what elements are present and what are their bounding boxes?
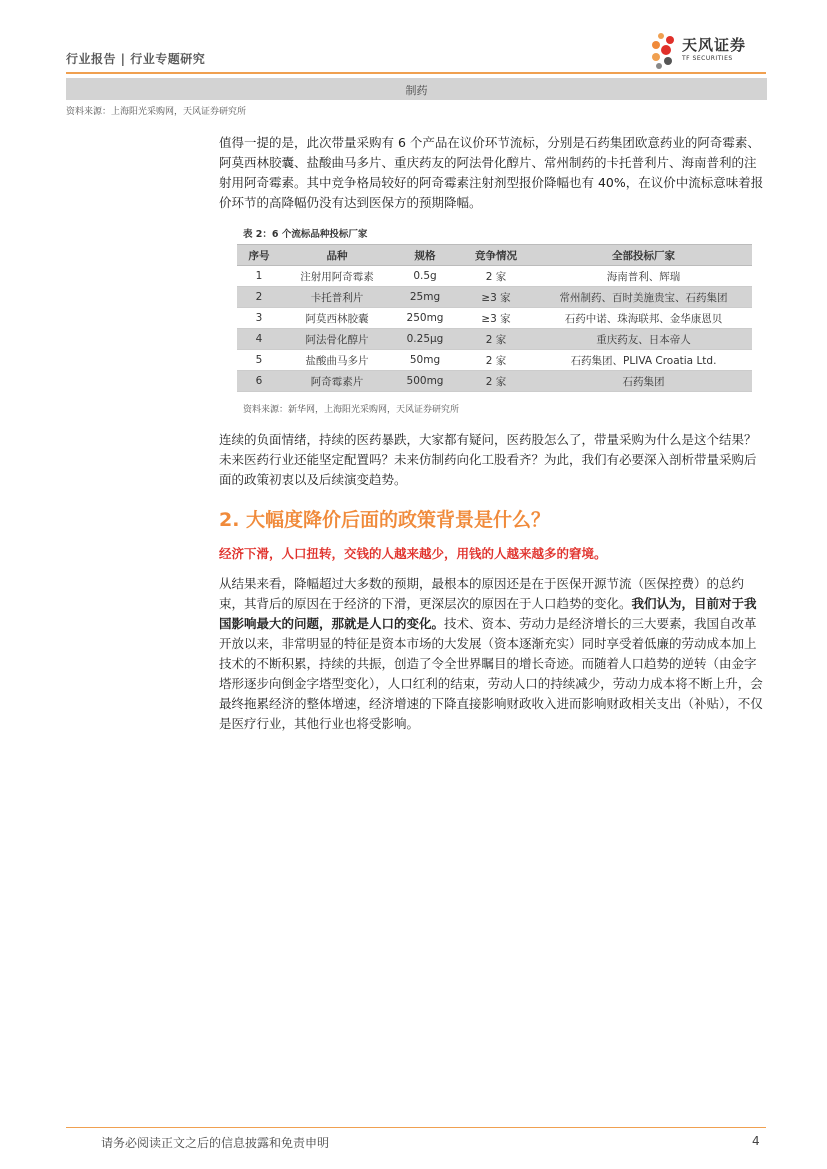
paragraph-1: 值得一提的是，此次带量采购有 6 个产品在议价环节流标，分别是石药集团欧意药业的阿奇霉素、阿莫西林胶囊、盐酸曲马多片、重庆药友的阿法骨化醇片、常州制药的卡托普利片、海南普利的注射用阿奇霉素。其中竞争格局较好的阿奇霉素注射剂型报价降幅也有 40%，在议价中流标意味着报价环节的高降幅仍没有达到医保方的预期降幅。 — [219, 135, 764, 210]
table-header-cell: 规格 — [393, 245, 457, 266]
table-header-cell: 品种 — [281, 245, 393, 266]
highlight-summary: 经济下滑，人口扭转，交钱的人越来越少，用钱的人越来越多的窘境。 — [219, 546, 607, 561]
table-cell: 盐酸曲马多片 — [281, 350, 393, 371]
table-cell: 500mg — [393, 371, 457, 392]
page-number: 4 — [752, 1134, 760, 1148]
table-cell: ≥3 家 — [457, 308, 535, 329]
table-row — [237, 266, 752, 287]
table-cell: 石药集团、PLIVA Croatia Ltd. — [535, 350, 752, 371]
table-cell: 石药集团 — [535, 371, 752, 392]
category-band-label: 制药 — [405, 84, 428, 97]
table-source-note: 资料来源：新华网，上海阳光采购网，天风证券研究所 — [243, 405, 460, 415]
table-cell: 0.5g — [393, 266, 457, 287]
table-row — [237, 371, 752, 392]
table-row — [237, 308, 752, 329]
table-cell: 0.25μg — [393, 329, 457, 350]
footer-divider — [66, 1127, 766, 1128]
table-cell: 阿奇霉素片 — [281, 371, 393, 392]
logo-english-name: TF SECURITIES — [682, 55, 733, 62]
table-cell: 4 — [237, 329, 281, 350]
table-header-cell: 全部投标厂家 — [535, 245, 752, 266]
source-note-top: 资料来源：上海阳光采购网，天风证券研究所 — [66, 107, 247, 117]
table-row — [237, 287, 752, 308]
table-cell: 石药中诺、珠海联邦、金华康恩贝 — [535, 308, 752, 329]
table-cell: 2 家 — [457, 329, 535, 350]
bid-failure-table — [237, 244, 752, 392]
section-heading: 2. 大幅度降价后面的政策背景是什么？ — [219, 509, 551, 531]
paragraph-3-part-1: 从结果来看，降幅超过大多数的预期，最根本的原因还是在于医保开源节流（医保控费）的总约束，其背后的原因在于经济的下滑，更深层次的原因在于人口趋势的变化。 — [219, 576, 745, 611]
table-title: 表 2：6 个流标品种投标厂家 — [243, 229, 368, 240]
table-cell: 海南普利、辉瑞 — [535, 266, 752, 287]
table-header-row — [237, 245, 752, 266]
paragraph-3 — [219, 574, 767, 734]
table-cell: 重庆药友、日本帝人 — [535, 329, 752, 350]
table-cell: 2 家 — [457, 371, 535, 392]
paragraph-3-bold: 我们认为，目前对于我国影响最大的问题，那就是人口的变化。 — [219, 596, 757, 631]
table-cell: 1 — [237, 266, 281, 287]
category-band — [66, 78, 767, 100]
table-cell: 阿莫西林胶囊 — [281, 308, 393, 329]
footer-disclaimer: 请务必阅读正文之后的信息披露和免责申明 — [101, 1136, 330, 1150]
header-divider — [66, 72, 766, 74]
paragraph-3-part-2: 技术、资本、劳动力是经济增长的三大要素，我国自改革开放以来，非常明显的特征是资本市场的大发展（资本逐渐充实）同时享受着低廉的劳动成本加上技术的不断积累，持续的共振，创造了令全世界瞩目的增长奇迹。而随着人口趋势的逆转（由金字塔形逐步向倒金字塔型变化），人口红利的结束，劳动人口的持续减少，劳动力成本将不断上升，会最终拖累经济的整体增速，经济增速的下降直接影响财政收入进而影响财政相关支出（补贴），不仅是医疗行业，其他行业也将受影响。 — [219, 616, 763, 731]
table-cell: 注射用阿奇霉素 — [281, 266, 393, 287]
table-cell: 3 — [237, 308, 281, 329]
table-cell: 250mg — [393, 308, 457, 329]
table-cell: 2 家 — [457, 266, 535, 287]
table-cell: 2 — [237, 287, 281, 308]
table-cell: 25mg — [393, 287, 457, 308]
table-cell: 2 家 — [457, 350, 535, 371]
table-cell: 阿法骨化醇片 — [281, 329, 393, 350]
logo-chinese-name: 天风证券 — [682, 36, 747, 54]
table-row — [237, 329, 752, 350]
table-cell: 常州制药、百时美施贵宝、石药集团 — [535, 287, 752, 308]
paragraph-2: 连续的负面情绪，持续的医药暴跌，大家都有疑问，医药股怎么了，带量采购为什么是这个结果？未来医药行业还能坚定配置吗？未来仿制药向化工股看齐？为此，我们有必要深入剖析带量采购后面的政策初衷以及后续演变趋势。 — [219, 432, 757, 487]
table-header-cell: 竞争情况 — [457, 245, 535, 266]
table-header-cell: 序号 — [237, 245, 281, 266]
table-cell: 卡托普利片 — [281, 287, 393, 308]
table-cell: 50mg — [393, 350, 457, 371]
table-cell: ≥3 家 — [457, 287, 535, 308]
table-cell: 6 — [237, 371, 281, 392]
table-row — [237, 350, 752, 371]
report-header-title: 行业报告 | 行业专题研究 — [66, 52, 206, 66]
table-cell: 5 — [237, 350, 281, 371]
